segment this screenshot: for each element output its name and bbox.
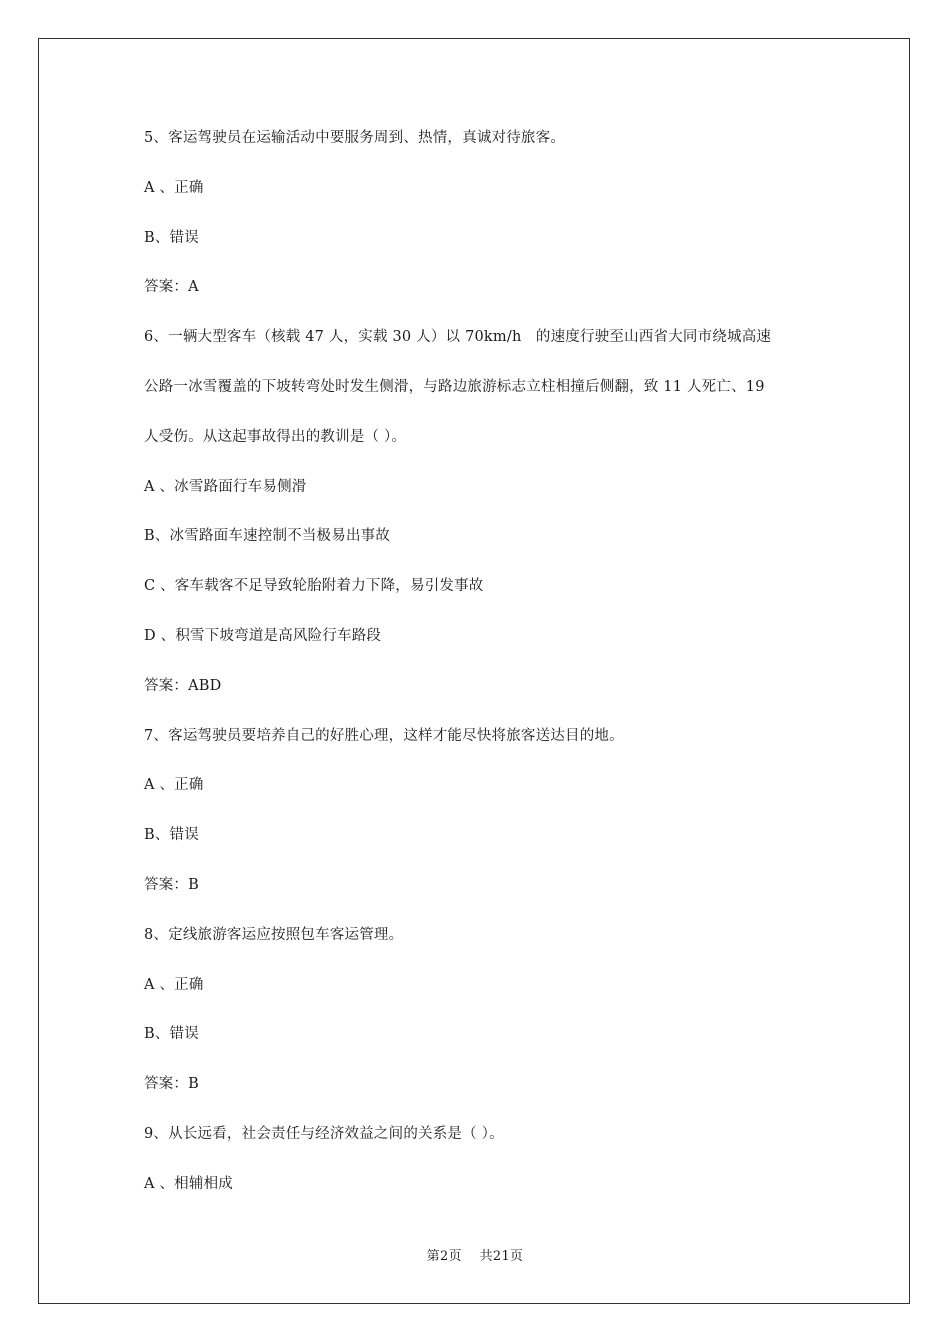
option-b: B、冰雪路面车速控制不当极易出事故 <box>144 528 391 545</box>
question-8: 8、定线旅游客运应按照包车客运管理。 <box>144 926 404 943</box>
document-body <box>144 128 824 1224</box>
option-a: A 、正确 <box>144 777 204 794</box>
option-a: A 、正确 <box>144 976 204 993</box>
answer: 答案：ABD <box>144 677 222 694</box>
question-6-line-2: 公路一冰雪覆盖的下坡转弯处时发生侧滑，与路边旅游标志立柱相撞后侧翻，致 11 人死亡、19 <box>144 378 765 395</box>
option-b: B、错误 <box>144 1026 199 1043</box>
option-a: A 、正确 <box>144 179 204 196</box>
question-5: 5、客运驾驶员在运输活动中要服务周到、热情，真诚对待旅客。 <box>144 130 566 146</box>
question-6-line-1: 6、一辆大型客车（核载 47 人，实载 30 人）以 70km/h 的速度行驶至山西省大同市绕城高速 <box>144 329 772 346</box>
question-9: 9、从长远看，社会责任与经济效益之间的关系是（ ）。 <box>144 1125 504 1142</box>
answer: 答案：B <box>144 1076 199 1093</box>
page-footer <box>0 1248 950 1266</box>
page-number: 第2页 共21页 <box>426 1249 524 1264</box>
answer: 答案：A <box>144 279 199 296</box>
question-7: 7、客运驾驶员要培养自己的好胜心理，这样才能尽快将旅客送达目的地。 <box>144 727 624 744</box>
option-a: A 、冰雪路面行车易侧滑 <box>144 478 307 495</box>
option-b: B、错误 <box>144 827 199 844</box>
option-d: D 、积雪下坡弯道是高风险行车路段 <box>144 627 382 644</box>
option-b: B、错误 <box>144 229 199 246</box>
option-c: C 、客车载客不足导致轮胎附着力下降，易引发事故 <box>144 578 484 595</box>
answer: 答案：B <box>144 876 199 893</box>
option-a: A 、相辅相成 <box>144 1175 233 1192</box>
question-6-line-3: 人受伤。从这起事故得出的教训是（ ）。 <box>144 428 407 445</box>
